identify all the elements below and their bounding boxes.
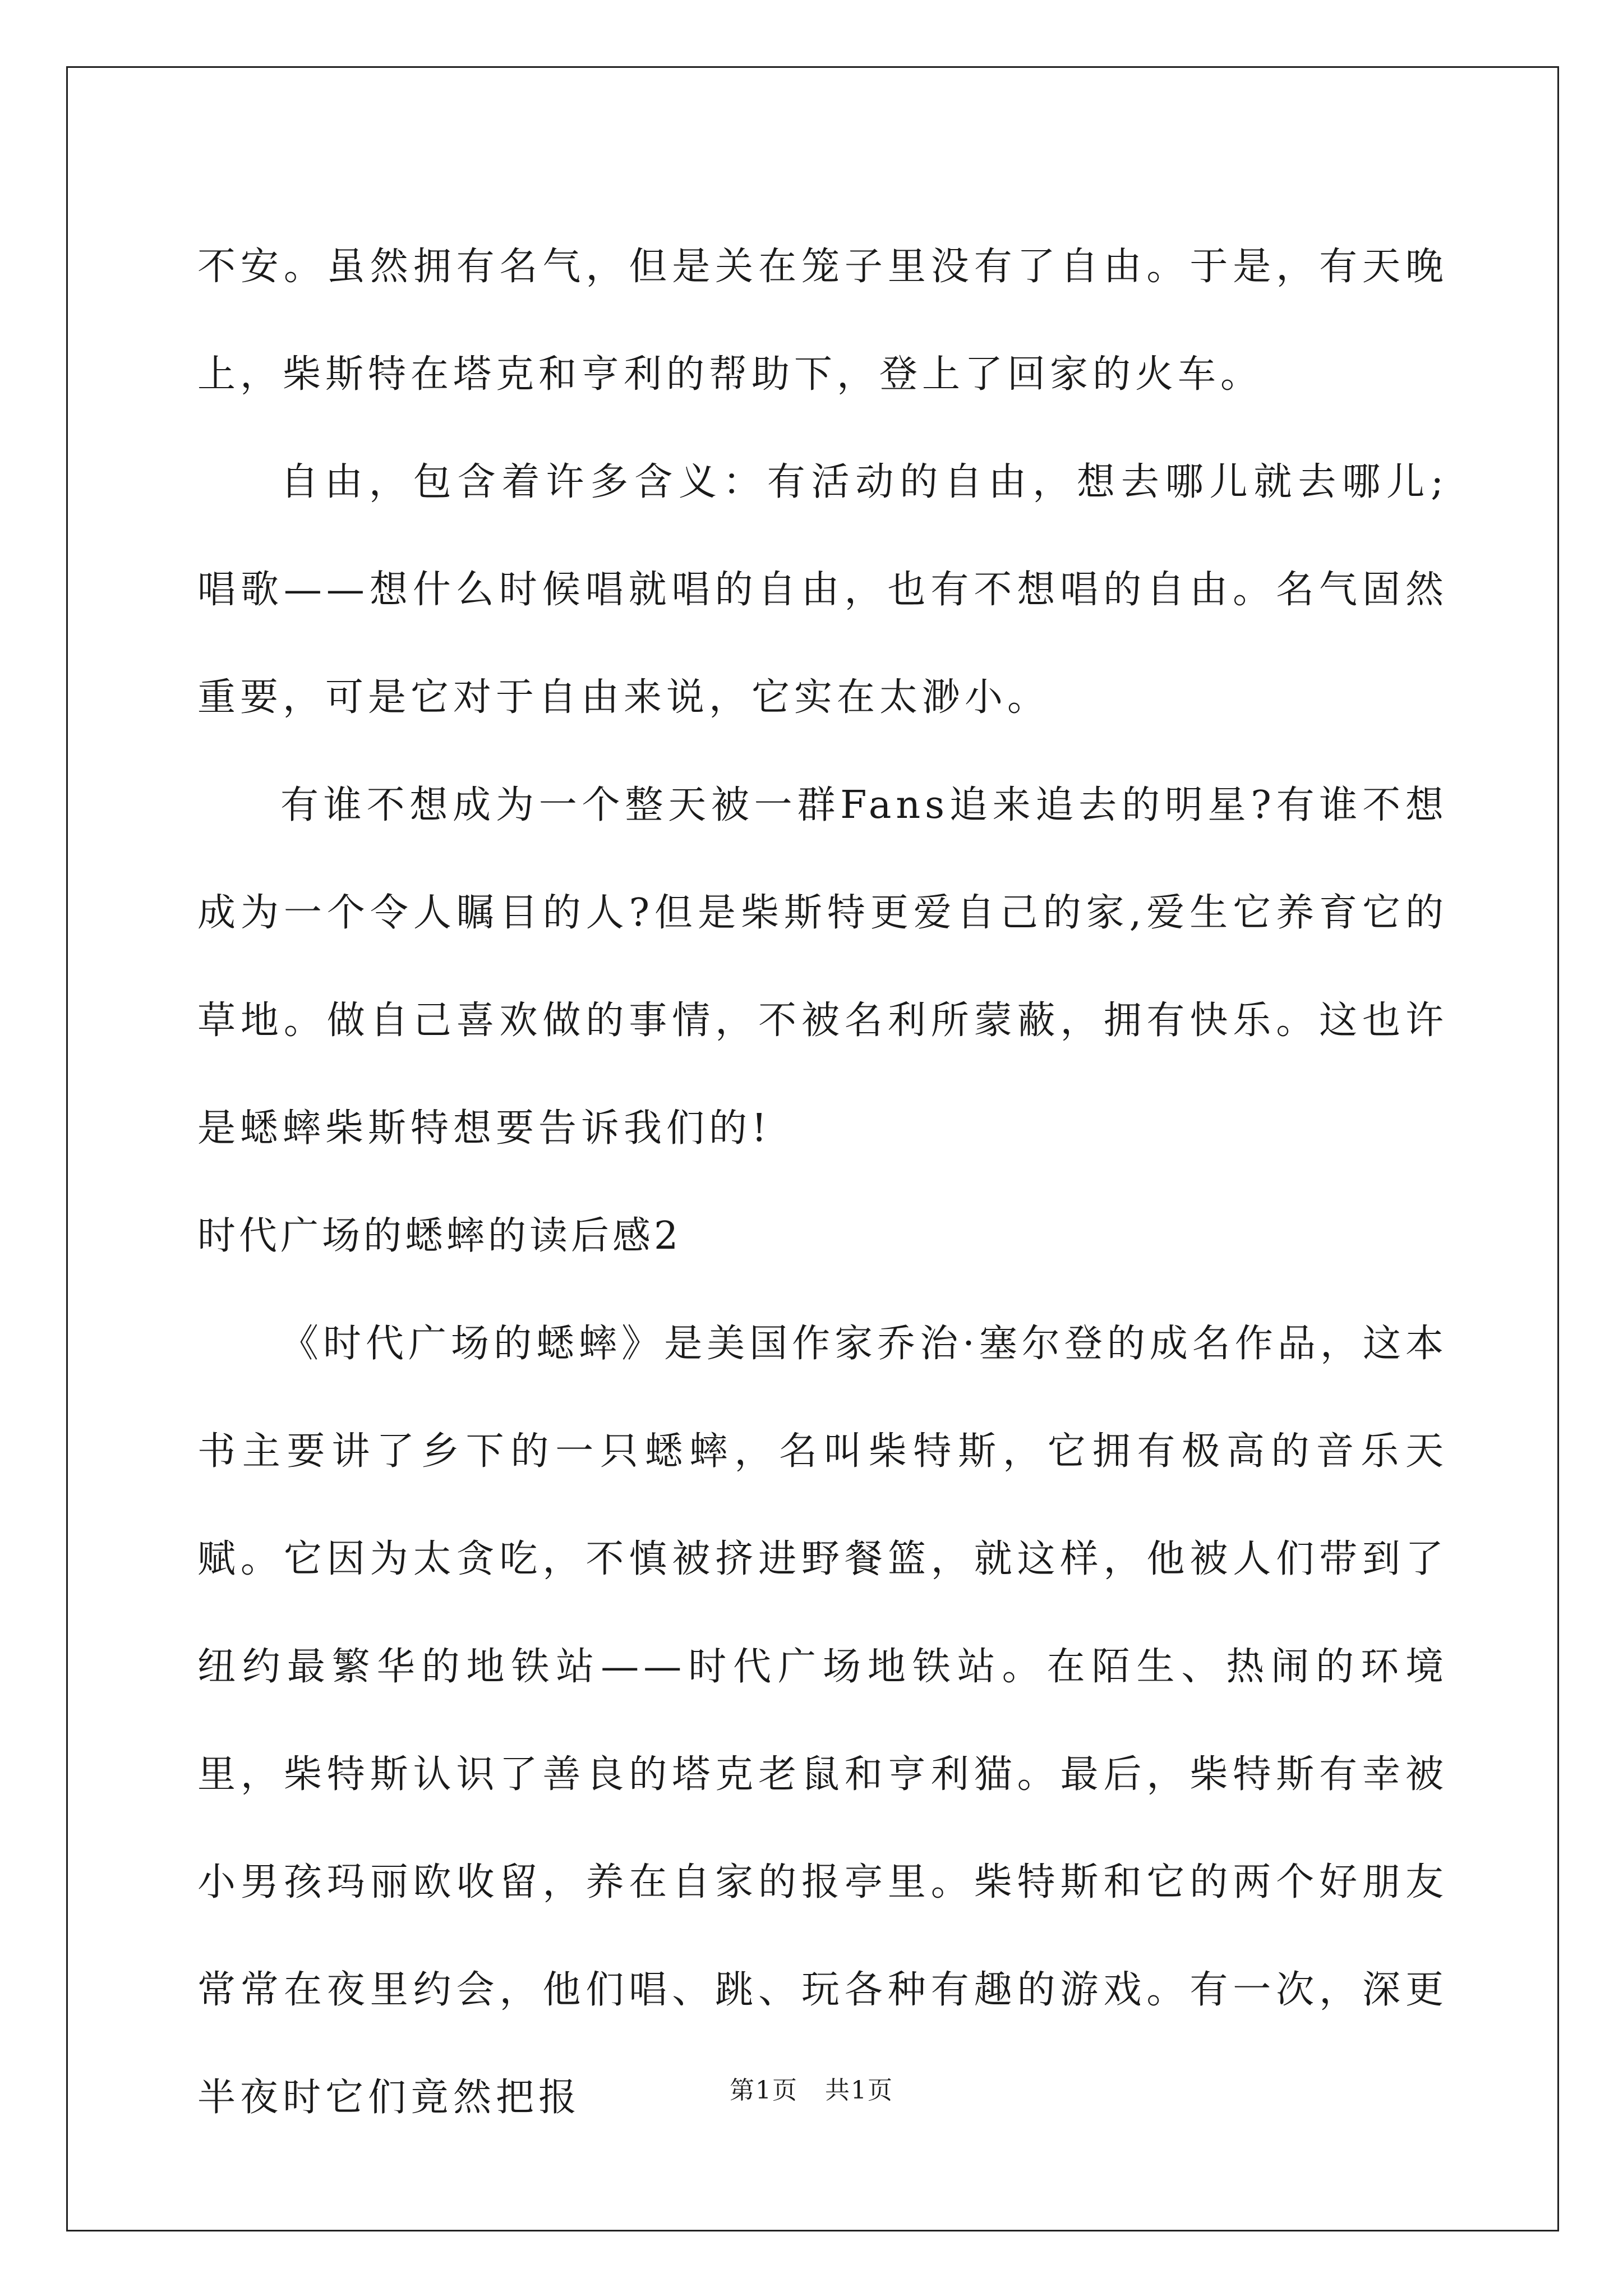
document-body — [197, 213, 1448, 2152]
page-number-current: 第1页 — [730, 2076, 798, 2105]
paragraph: 有谁不想成为一个整天被一群Fans追来追去的明星?有谁不想成为一个令人瞩目的人?但是柴斯特更爱自己的家,爱生它养育它的草地。做自己喜欢做的事情，不被名利所蒙蔽，拥有快乐。这也许是蟋蟀柴斯特想要告诉我们的! — [197, 783, 1448, 1151]
paragraph: 自由，包含着许多含义：有活动的自由，想去哪儿就去哪儿;唱歌——想什么时候唱就唱的自由，也有不想唱的自由。名气固然重要，可是它对于自由来说，它实在太渺小。 — [197, 460, 1448, 720]
paragraph: 《时代广场的蟋蟀》是美国作家乔治·塞尔登的成名作品，这本书主要讲了乡下的一只蟋蟀，名叫柴特斯，它拥有极高的音乐天赋。它因为太贪吃，不慎被挤进野餐篮，就这样，他被人们带到了纽约最繁华的地铁站——时代广场地铁站。在陌生、热闹的环境里，柴特斯认识了善良的塔克老鼠和亨利猫。最后，柴特斯有幸被小男孩玛丽欧收留，养在自家的报亭里。柴特斯和它的两个好朋友常常在夜里约会，他们唱、跳、玩各种有趣的游戏。有一次，深更半夜时它们竟然把报 — [197, 1322, 1448, 2120]
page-number-total: 共1页 — [825, 2076, 893, 2105]
section-heading: 时代广场的蟋蟀的读后感2 — [197, 1214, 682, 1258]
paragraph: 不安。虽然拥有名气，但是关在笼子里没有了自由。于是，有天晚上，柴斯特在塔克和亨利的帮助下，登上了回家的火车。 — [197, 245, 1448, 397]
page-footer — [0, 2070, 1623, 2106]
